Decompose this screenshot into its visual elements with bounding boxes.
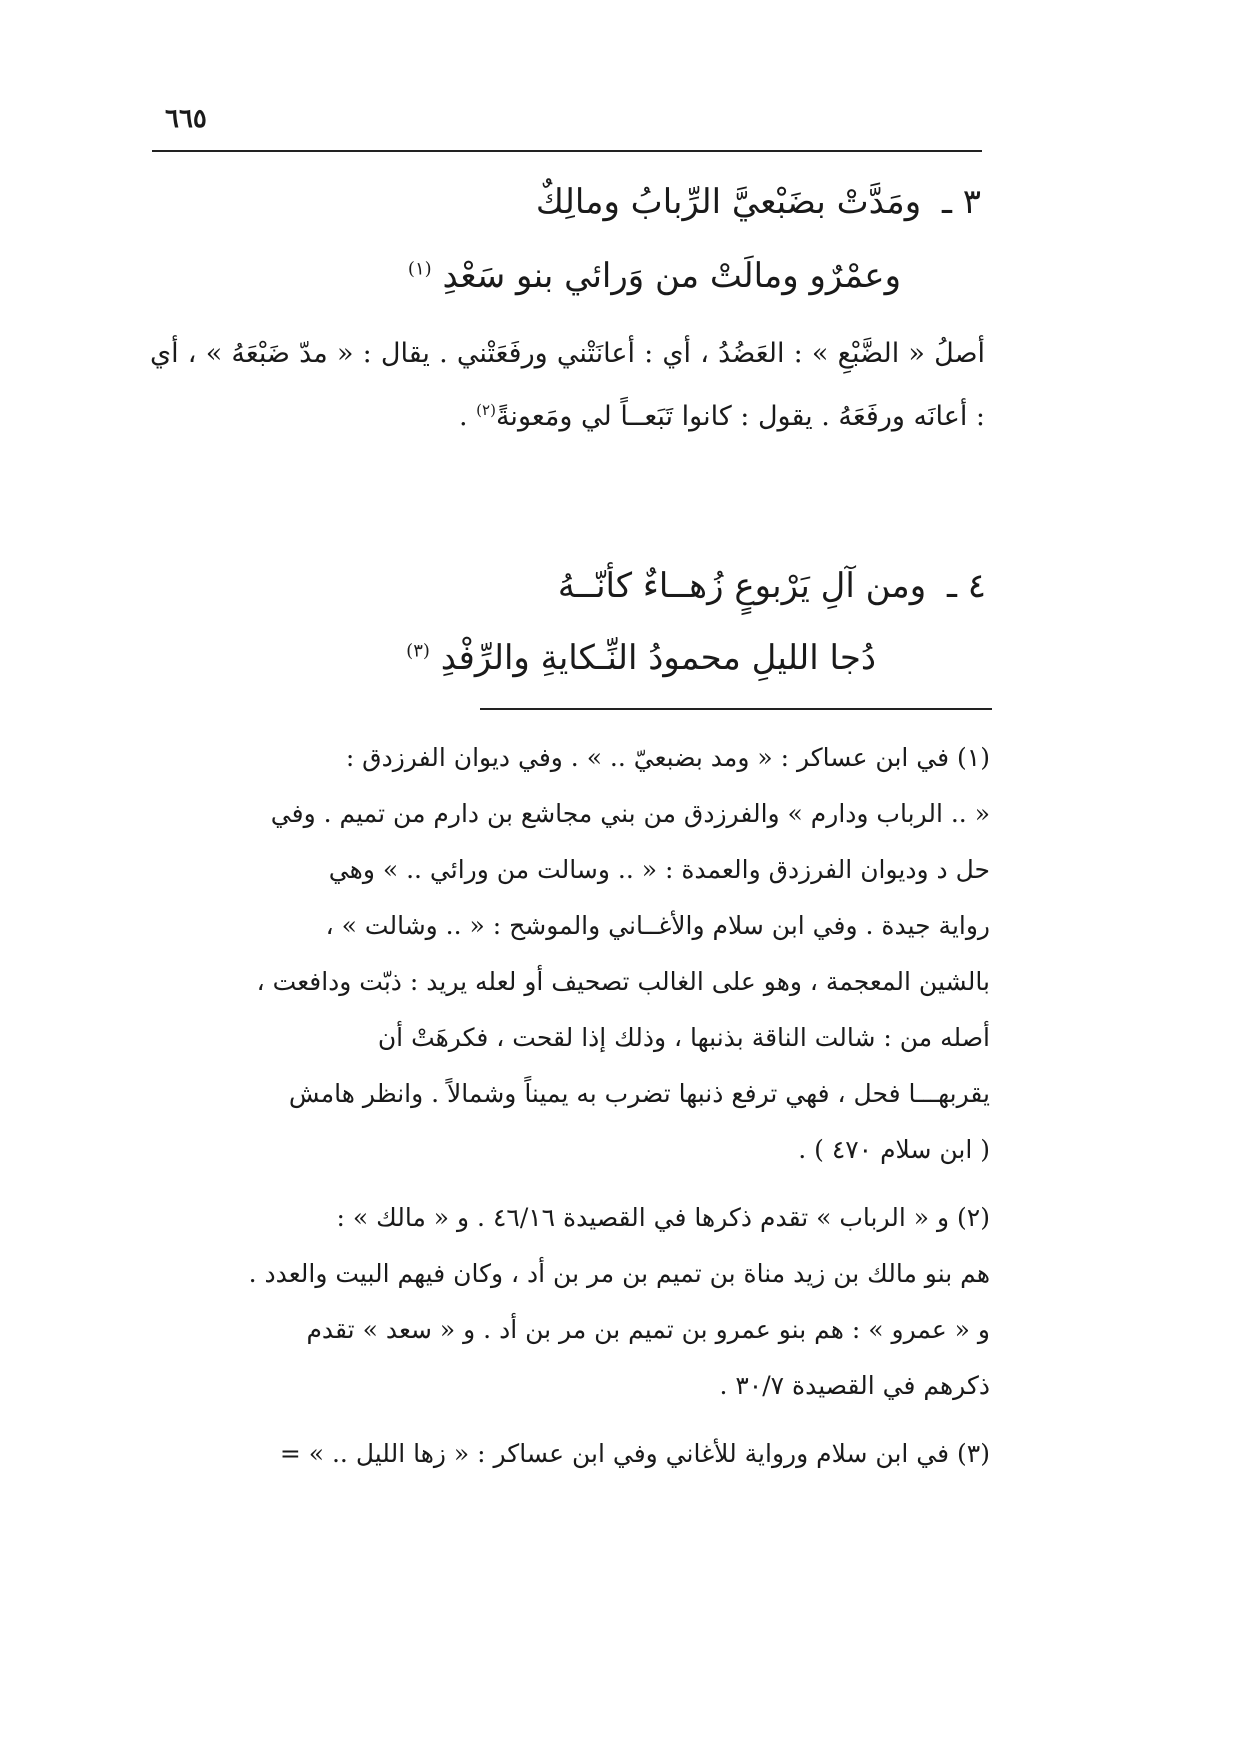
- footnote-separator: [480, 708, 992, 710]
- footnote-line: أصله من : شالت الناقة بذنبها ، وذلك إذا لقحت ، فكرهَتْ أن: [377, 1023, 990, 1052]
- footnote-3: [150, 1426, 990, 1482]
- page-number: ٦٦٥: [165, 104, 207, 134]
- footnote-ref: (٣): [406, 640, 430, 662]
- footnote-2: [150, 1190, 990, 1414]
- footnote-line: ( ابن سلام ٤٧٠ ) .: [798, 1135, 990, 1164]
- footnote-ref: (١): [407, 258, 432, 280]
- footnote-line: حل د وديوان الفرزدق والعمدة : « .. وسالت من ورائي .. » وهي: [328, 855, 990, 884]
- footnotes: [150, 730, 990, 1494]
- footnote-line: (٢) و « الرباب » تقدم ذكرها في القصيدة ٤٦/١٦ . و « مالك » :: [336, 1203, 990, 1232]
- footnote-line: (١) في ابن عساكر : « ومد بضبعيّ .. » . وفي ديوان الفرزدق :: [345, 743, 990, 772]
- footnote-ref: (٢): [476, 401, 496, 419]
- header-rule: [152, 150, 982, 152]
- footnote-line: و « عمرو » : هم بنو عمرو بن تميم بن مر بن أد . و « سعد » تقدم: [306, 1315, 990, 1344]
- commentary-end: .: [459, 401, 477, 432]
- commentary-text: أصلُ « الضَّبْعِ » : العَضُدُ ، أي : أعانَتْني ورفَعَتْني . يقال : « مدّ ضَبْعَهُ » ، أي : أعانَه ورفَعَهُ . يقول : كانوا تَبَعــاً لي ومَعونةً: [150, 338, 985, 432]
- footnote-line: بالشين المعجمة ، وهو على الغالب تصحيف أو لعله يريد : ذبّت ودافعت ،: [256, 967, 990, 996]
- footnote-line: ذكرهم في القصيدة ٣٠/٧ .: [719, 1371, 990, 1400]
- verse-hemistich: ومن آلِ يَرْبوعٍ زُهــاءٌ كأنّــهُ: [557, 566, 927, 606]
- footnote-1: [150, 730, 990, 1178]
- footnote-line: (٣) في ابن سلام ورواية للأغاني وفي ابن عساكر : « زها الليل .. » =: [279, 1439, 990, 1468]
- verse-hemistich: دُجا الليلِ محمودُ النِّـكايةِ والرِّفْدِ: [440, 638, 876, 678]
- verse-number: ٤ ـ: [946, 566, 986, 606]
- verse-4-line-2: [406, 638, 876, 678]
- footnote-line: يقربهـــا فحل ، فهي ترفع ذنبها تضرب به يميناً وشمالاً . وانظر هامش: [288, 1079, 990, 1108]
- verse-hemistich: ومَدَّتْ بضَبْعيَّ الرِّبابُ ومالِكٌ: [535, 182, 922, 222]
- footnote-line: رواية جيدة . وفي ابن سلام والأغــاني والموشح : « .. وشالت » ،: [325, 911, 990, 940]
- verse-3-line-1: [536, 182, 981, 222]
- verse-number: ٣ ـ: [941, 182, 981, 222]
- footnote-line: هم بنو مالك بن زيد مناة بن تميم بن مر بن أد ، وكان فيهم البيت والعدد .: [248, 1259, 990, 1288]
- footnote-line: « .. الرباب ودارم » والفرزدق من بني مجاشع بن دارم من تميم . وفي: [270, 799, 990, 828]
- verse-4-line-1: [558, 566, 986, 606]
- verse-hemistich: وعمْرٌو ومالَتْ من وَرائي بنو سَعْدِ: [442, 256, 901, 296]
- verse-3-line-2: [408, 256, 901, 296]
- commentary: [150, 326, 985, 445]
